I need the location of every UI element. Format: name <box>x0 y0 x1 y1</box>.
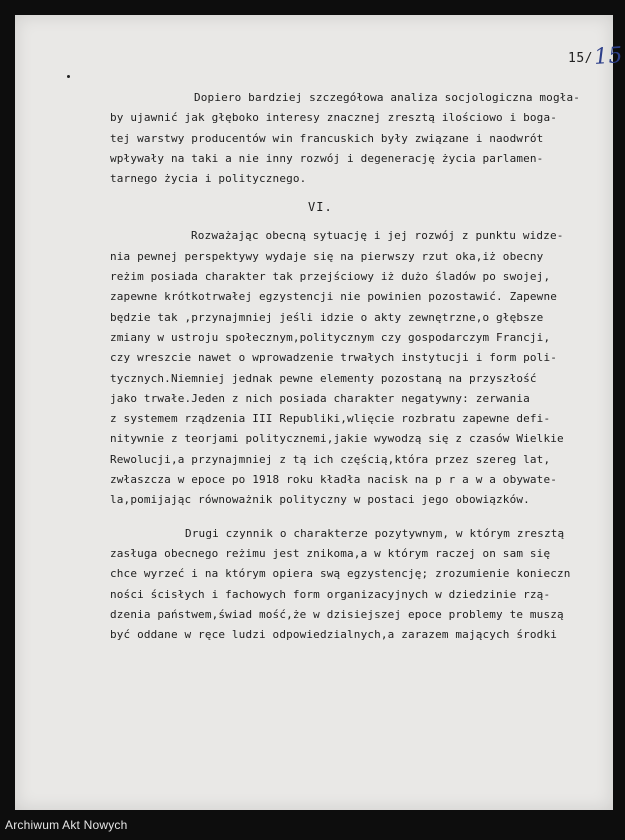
text-line: la,pomijając równoważnik polityczny w postaci jego obowiązków. <box>110 493 530 507</box>
text-line: być oddane w ręce ludzi odpowiedzialnych,a zarazem mających środki <box>110 628 557 642</box>
text-line: dzenia państwem,świad mość,że w dzisiejszej epoce problemy te muszą <box>110 607 564 621</box>
text-line: Rewolucji,a przynajmniej z tą ich częścią,która przez szereg lat, <box>110 452 551 466</box>
page-number-typed: 15/ <box>568 51 593 66</box>
text-line: tej warstwy producentów win francuskich były związane i naodwrót <box>110 131 544 145</box>
text-line: nitywnie z teorjami politycznemi,jakie wywodzą się z czasów Wielkie <box>110 432 564 446</box>
paragraph-1 <box>110 88 605 189</box>
text-line: czy wreszcie nawet o wprowadzenie trwałych instytucji i form poli- <box>110 351 557 365</box>
text-line: by ujawnić jak głęboko interesy znacznej zresztą ilościowo i boga- <box>110 111 557 125</box>
text-line: tycznych.Niemniej jednak pewne elementy pozostaną na przyszłość <box>110 371 537 385</box>
punch-hole-mark <box>67 75 70 78</box>
text-line: zasługa obecnego reżimu jest znikoma,a w którym raczej on sam się <box>110 546 551 560</box>
page-number <box>568 43 624 70</box>
archive-label: Archiwum Akt Nowych <box>5 818 128 832</box>
text-line: zwłaszcza w epoce po 1918 roku kładła nacisk na p r a w a obywate- <box>110 473 557 487</box>
text-line: Dopiero bardziej szczegółowa analiza socjologiczna mogła- <box>194 91 581 104</box>
paragraph-3 <box>110 524 605 646</box>
text-line: będzie tak ,przynajmniej jeśli idzie o akty zewnętrzne,o głębsze <box>110 310 544 324</box>
paragraph-gap <box>110 511 605 524</box>
text-line: zmiany w ustroju społecznym,politycznym czy gospodarczym Francji, <box>110 330 551 344</box>
text-line: Drugi czynnik o charakterze pozytywnym, w którym zresztą <box>185 526 565 540</box>
text-line: jako trwałe.Jeden z nich posiada charakter negatywny: zerwania <box>110 391 530 405</box>
document-text <box>110 88 605 645</box>
text-line: ności ścisłych i fachowych form organizacyjnych w dziedzinie rzą- <box>110 587 551 601</box>
text-line: chce wyrzeć i na którym opiera swą egzystencję; zrozumienie konieczn <box>110 567 571 581</box>
page-number-handwritten: 15 <box>593 43 624 70</box>
text-line: z systemem rządzenia III Republiki,wlięcie rozbratu zapewne defi- <box>110 412 551 426</box>
text-line: reżim posiada charakter tak przejściowy iż dużo śladów po swojej, <box>110 270 551 284</box>
text-line: zapewne krótkotrwałej egzystencji nie powinien pozostawić. Zapewne <box>110 290 557 304</box>
text-line: wpływały na taki a nie inny rozwój i degenerację życia parlamen- <box>110 151 544 165</box>
paragraph-2 <box>110 226 605 510</box>
text-line: Rozważając obecną sytuację i jej rozwój z punktu widze- <box>191 229 564 243</box>
text-line: tarnego życia i politycznego. <box>110 172 307 186</box>
section-heading: VI. <box>308 200 333 215</box>
text-line: nia pewnej perspektywy wydaje się na pierwszy rzut oka,iż obecny <box>110 249 544 263</box>
